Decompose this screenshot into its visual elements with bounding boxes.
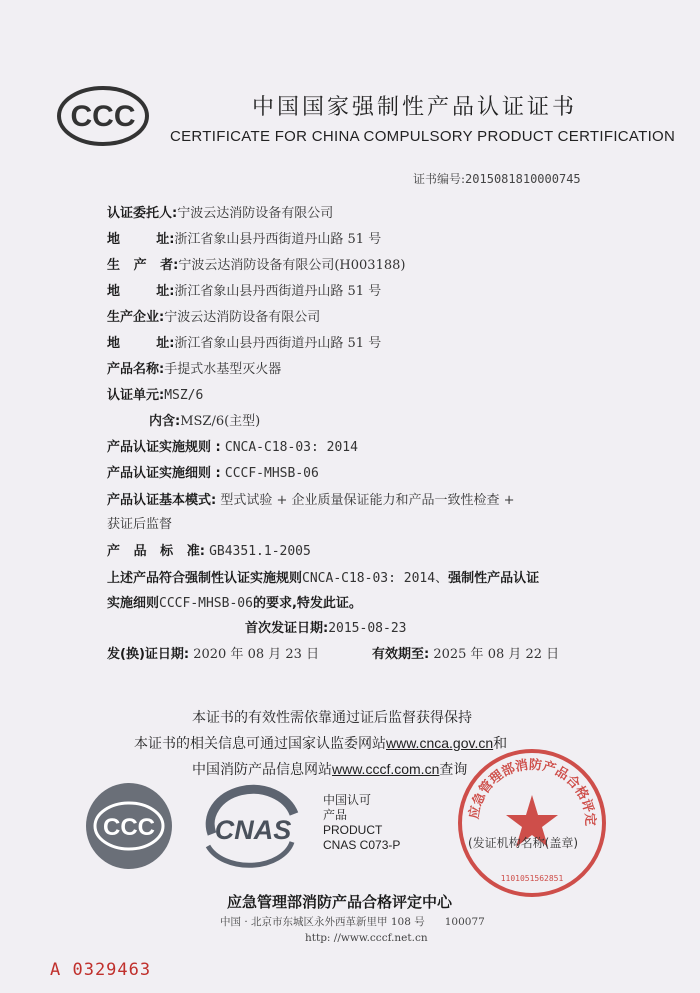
field-label: 产 品 标 准: bbox=[107, 544, 205, 559]
cert-number bbox=[413, 170, 581, 187]
field-factory bbox=[107, 306, 320, 325]
svg-text:CCC: CCC bbox=[103, 814, 155, 841]
serial-number: A 0329463 bbox=[50, 960, 152, 980]
seal-caption: (发证机构名称(盖章) bbox=[468, 836, 579, 850]
note-text: 查询 bbox=[439, 762, 468, 778]
field-label: 地 址: bbox=[107, 336, 175, 351]
field-value: MSZ/6(主型) bbox=[180, 414, 261, 429]
date-label: 发(换)证日期: bbox=[107, 647, 190, 662]
first-issue-date bbox=[245, 617, 406, 636]
statement-text: 实施细则 bbox=[107, 596, 160, 611]
cnas-line: PRODUCT bbox=[323, 823, 383, 837]
statement-text: 的要求,特发此证。 bbox=[252, 596, 362, 611]
field-value: 型式试验 + 企业质量保证能力和产品一致性检查 + bbox=[220, 493, 515, 508]
note-query-2 bbox=[192, 759, 467, 779]
ccc-logo-header bbox=[57, 86, 149, 150]
date-label: 首次发证日期: bbox=[245, 621, 329, 636]
field-label: 产品认证实施细则 : bbox=[107, 466, 221, 481]
field-value: 浙江省象山县丹西街道丹山路 51 号 bbox=[174, 336, 382, 351]
svg-text:CCC: CCC bbox=[70, 100, 136, 133]
cnas-line: 中国认可 bbox=[323, 793, 372, 807]
field-contains bbox=[149, 410, 260, 429]
note-validity: 本证书的有效性需依靠通过证后监督获得保持 bbox=[192, 710, 472, 726]
issue-date bbox=[107, 643, 319, 662]
field-mode-cont bbox=[107, 513, 172, 532]
field-label: 内含: bbox=[149, 414, 181, 429]
date-value: 2020 年 08 月 23 日 bbox=[193, 647, 320, 662]
statement-rule: CNCA-C18-03: 2014、 bbox=[302, 571, 449, 586]
date-label: 有效期至: bbox=[372, 647, 430, 662]
field-mode bbox=[107, 489, 515, 508]
field-standard bbox=[107, 540, 311, 559]
field-value: 宁波云达消防设备有限公司(H003188) bbox=[178, 258, 406, 273]
field-value: 宁波云达消防设备有限公司 bbox=[177, 206, 334, 221]
cnca-link[interactable]: www.cnca.gov.cn bbox=[386, 735, 494, 751]
field-value: 宁波云达消防设备有限公司 bbox=[164, 310, 321, 325]
field-label: 地 址: bbox=[107, 232, 175, 247]
field-label: 认证单元: bbox=[107, 388, 165, 403]
svg-text:1101051562851: 1101051562851 bbox=[500, 874, 564, 883]
valid-date bbox=[372, 643, 559, 662]
field-manufacturer bbox=[107, 254, 405, 273]
certificate-title-en: CERTIFICATE FOR CHINA COMPULSORY PRODUCT CERTIFICATION bbox=[170, 128, 676, 145]
svg-text:应急管理部消防产品合格评定中心: 应急管理部消防产品合格评定 bbox=[466, 757, 598, 827]
ccc-logo-footer bbox=[84, 781, 174, 875]
cnas-line: 产品 bbox=[323, 808, 348, 822]
cert-number-value: 2015081810000745 bbox=[465, 172, 581, 186]
statement-rule: CCCF-MHSB-06 bbox=[159, 596, 253, 611]
field-value: MSZ/6 bbox=[164, 388, 204, 403]
cert-number-label: 证书编号: bbox=[413, 172, 466, 186]
statement-text: 强制性产品认证 bbox=[448, 571, 540, 586]
field-label: 产品认证基本模式: bbox=[107, 493, 217, 508]
note-text: 中国消防产品信息网站 bbox=[192, 762, 332, 778]
field-label: 认证委托人: bbox=[107, 206, 178, 221]
field-value: CNCA-C18-03: 2014 bbox=[224, 440, 358, 455]
field-label: 地 址: bbox=[107, 284, 175, 299]
note-text: 和 bbox=[493, 736, 508, 752]
field-value: 浙江省象山县丹西街道丹山路 51 号 bbox=[174, 232, 382, 247]
cnas-line: CNAS C073-P bbox=[323, 838, 401, 852]
field-client bbox=[107, 202, 333, 221]
field-value: GB4351.1-2005 bbox=[209, 544, 311, 559]
field-value: 浙江省象山县丹西街道丹山路 51 号 bbox=[174, 284, 382, 299]
statement-line1 bbox=[107, 567, 539, 586]
date-value: 2015-08-23 bbox=[328, 621, 407, 636]
field-address3 bbox=[107, 332, 381, 351]
field-rule bbox=[107, 436, 358, 455]
date-value: 2025 年 08 月 22 日 bbox=[433, 647, 560, 662]
statement-line2 bbox=[107, 592, 362, 611]
field-product bbox=[107, 358, 281, 377]
field-value-cont: 获证后监督 bbox=[107, 517, 173, 532]
field-unit bbox=[107, 384, 203, 403]
field-label: 生产企业: bbox=[107, 310, 165, 325]
official-seal bbox=[452, 743, 612, 907]
statement-text: 上述产品符合强制性认证实施规则 bbox=[107, 571, 303, 586]
field-label: 产品认证实施规则 : bbox=[107, 440, 221, 455]
footer-address: 中国 · 北京市东城区永外西革新里甲 108 号 100077 bbox=[220, 916, 485, 928]
field-value: 手提式水基型灭火器 bbox=[164, 362, 282, 377]
cnas-text-block bbox=[323, 793, 400, 853]
field-address2 bbox=[107, 280, 381, 299]
footer-website: http: //www.cccf.net.cn bbox=[305, 932, 428, 944]
svg-text:CNAS: CNAS bbox=[214, 815, 292, 845]
field-detail-rule bbox=[107, 462, 319, 481]
field-label: 产品名称: bbox=[107, 362, 165, 377]
note-text: 本证书的相关信息可通过国家认监委网站 bbox=[134, 736, 386, 752]
cnas-logo bbox=[198, 784, 308, 872]
issuing-organization: 应急管理部消防产品合格评定中心 bbox=[227, 893, 453, 911]
field-value: CCCF-MHSB-06 bbox=[224, 466, 319, 481]
certificate-title: 中国国家强制性产品认证证书 bbox=[252, 95, 578, 120]
field-address1 bbox=[107, 228, 381, 247]
field-label: 生 产 者: bbox=[107, 258, 179, 273]
cccf-link[interactable]: www.cccf.com.cn bbox=[332, 761, 440, 777]
